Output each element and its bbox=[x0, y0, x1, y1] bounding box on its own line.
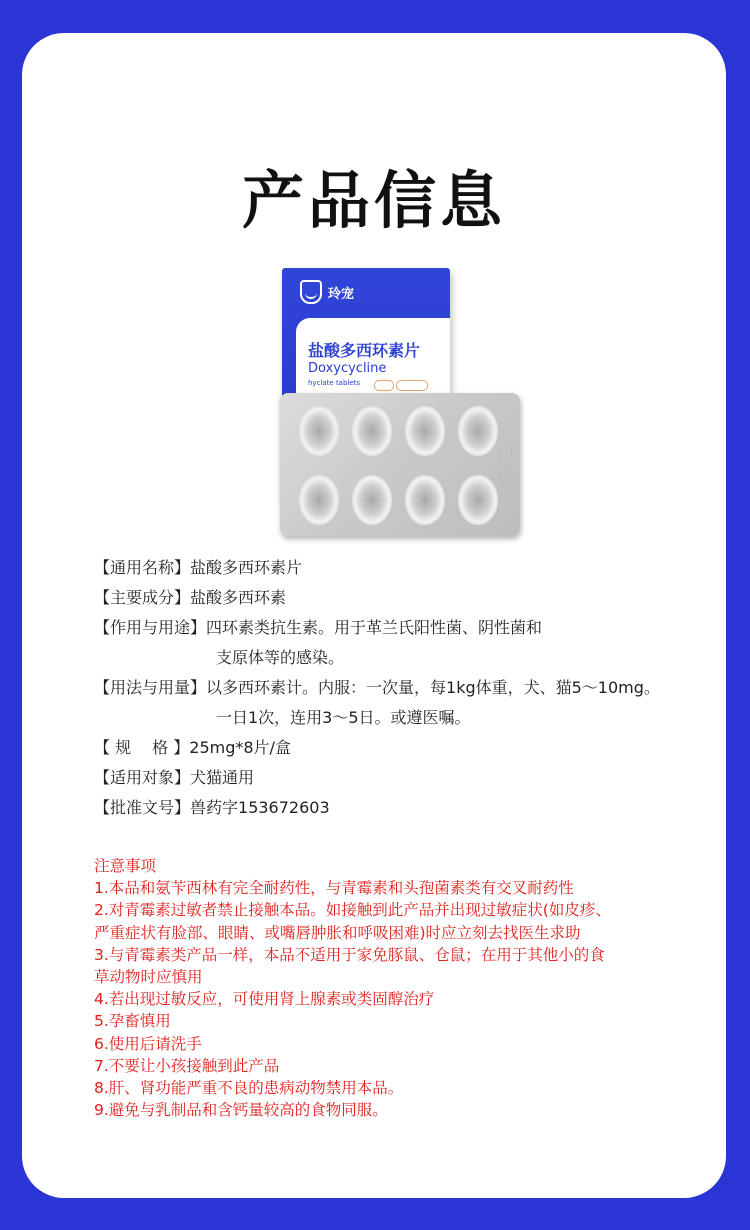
box-drug-name-en: Doxycycline bbox=[308, 361, 387, 376]
product-image bbox=[277, 268, 522, 543]
pill bbox=[407, 408, 443, 454]
info-row-ingredient bbox=[94, 583, 714, 613]
notes-line: 3.与青霉素类产品一样，本品不适用于家免豚鼠、仓鼠；在用于其他小的食 bbox=[94, 945, 605, 964]
info-label: 【用法与用量】 bbox=[94, 678, 207, 697]
info-value: 以多西环素计。内服：一次量，每1kg体重，犬、猫5～10mg。 bbox=[206, 678, 660, 697]
pill bbox=[407, 477, 443, 523]
info-label: 【批准文号】 bbox=[94, 798, 191, 817]
blister-tab bbox=[500, 443, 512, 483]
box-drug-name-cn: 盐酸多西环素片 bbox=[308, 341, 421, 360]
info-value: 盐酸多西环素 bbox=[190, 588, 287, 607]
brand-name: 玲宠 bbox=[328, 287, 355, 302]
notes-section bbox=[94, 855, 714, 1121]
notes-line: 4.若出现过敏反应，可使用肾上腺素或类固醇治疗 bbox=[94, 990, 435, 1009]
info-label: 【通用名称】 bbox=[94, 558, 191, 577]
pill bbox=[301, 477, 337, 523]
pill bbox=[460, 477, 496, 523]
info-value: 犬猫通用 bbox=[190, 768, 255, 787]
notes-line: 6.使用后请洗手 bbox=[94, 1034, 202, 1053]
page-title: 产品信息 bbox=[241, 164, 506, 237]
info-row-usage bbox=[94, 613, 714, 643]
info-value: 25mg*8片/盒 bbox=[189, 738, 291, 757]
info-row-approval bbox=[94, 793, 714, 823]
notes-line: 1.本品和氨苄西林有完全耐药性，与青霉素和头孢菌素类有交叉耐药性 bbox=[94, 879, 574, 898]
info-label: 【 规 格 】 bbox=[94, 738, 190, 757]
notes-line: 严重症状有脸部、眼睛、或嘴唇肿胀和呼吸困难)时应立刻去找医生求助 bbox=[94, 923, 581, 942]
box-tag bbox=[396, 380, 428, 391]
product-info-list bbox=[94, 553, 714, 823]
info-row-target bbox=[94, 763, 714, 793]
info-value: 盐酸多西环素片 bbox=[190, 558, 303, 577]
notes-line: 2.对青霉素过敏者禁止接触本品。如接触到此产品并出现过敏症状(如皮疹、 bbox=[94, 901, 611, 920]
info-value: 兽药字153672603 bbox=[190, 798, 330, 817]
notes-line: 8.肝、肾功能严重不良的患病动物禁用本品。 bbox=[94, 1079, 404, 1098]
info-row-dosage bbox=[94, 673, 714, 703]
box-drug-name-en-sub: hyclate tablets bbox=[308, 379, 361, 387]
info-label: 【适用对象】 bbox=[94, 768, 191, 787]
blister-pack bbox=[280, 393, 520, 536]
box-tag bbox=[374, 380, 394, 391]
info-value: 四环素类抗生素。用于革兰氏阳性菌、阴性菌和 bbox=[206, 618, 543, 637]
info-label: 【主要成分】 bbox=[94, 588, 191, 607]
notes-line: 5.孕畜慎用 bbox=[94, 1012, 171, 1031]
notes-line: 草动物时应慎用 bbox=[94, 968, 203, 987]
pill bbox=[354, 408, 390, 454]
info-row-generic-name bbox=[94, 553, 714, 583]
notes-line: 7.不要让小孩接触到此产品 bbox=[94, 1056, 280, 1075]
info-row-spec bbox=[94, 733, 714, 763]
pill bbox=[354, 477, 390, 523]
notes-line: 9.避免与乳制品和含钙量较高的食物同服。 bbox=[94, 1101, 388, 1120]
brand-logo-icon bbox=[300, 280, 322, 304]
info-label: 【作用与用途】 bbox=[94, 618, 207, 637]
pill bbox=[301, 408, 337, 454]
info-row-dosage-cont: 一日1次，连用3～5日。或遵医嘱。 bbox=[216, 708, 471, 727]
notes-title: 注意事项 bbox=[94, 857, 157, 875]
info-row-usage-cont: 支原体等的感染。 bbox=[216, 648, 345, 667]
pill bbox=[460, 408, 496, 454]
